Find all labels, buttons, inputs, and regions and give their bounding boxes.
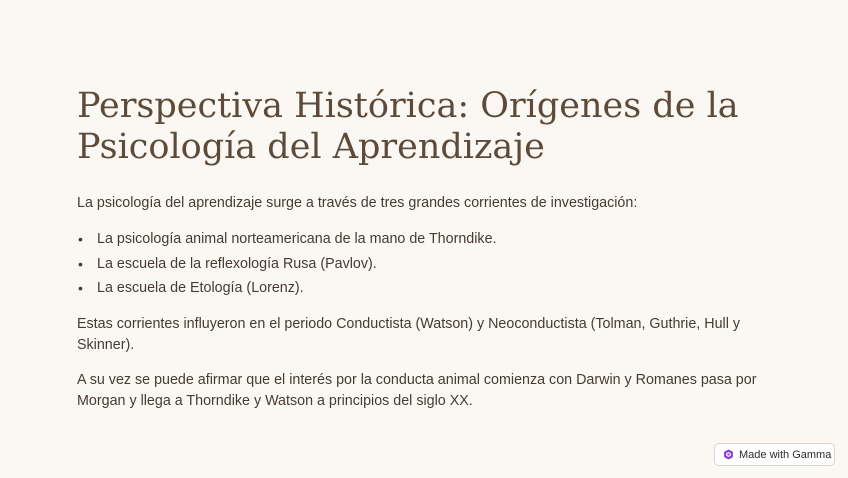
conductismo-paragraph: Estas corrientes influyeron en el periodo Conductista (Watson) y Neoconductista (Tolman, Guthrie, Hull y Skinner).	[77, 315, 740, 353]
gamma-logo-icon	[723, 449, 734, 460]
bullet-text: La psicología animal norteamericana de la mano de Thorndike.	[97, 231, 497, 247]
badge-label: Made with Gamma	[739, 448, 832, 461]
slide-title: Perspectiva Histórica: Orígenes de la Psicología del Aprendizaje	[77, 86, 739, 167]
historia-paragraph: A su vez se puede afirmar que el interés por la conducta animal comienza con Darwin y Romanes pasa por Morgan y llega a Thorndike y Watson a principios del siglo XX.	[77, 371, 757, 409]
intro-paragraph: La psicología del aprendizaje surge a través de tres grandes corrientes de investigación:	[77, 195, 638, 211]
bullet-icon: •	[78, 255, 83, 272]
bullet-item	[77, 227, 777, 252]
bullet-item	[77, 252, 777, 277]
bullet-text: La escuela de Etología (Lorenz).	[97, 280, 304, 296]
bullet-icon: •	[78, 231, 83, 247]
bullet-icon: •	[78, 280, 83, 296]
bullet-text: La escuela de la reflexología Rusa (Pavlov).	[97, 255, 377, 272]
slide-content	[77, 86, 777, 412]
made-with-gamma-badge[interactable]	[714, 443, 835, 466]
bullet-item	[77, 276, 777, 301]
bullet-list	[77, 227, 777, 301]
